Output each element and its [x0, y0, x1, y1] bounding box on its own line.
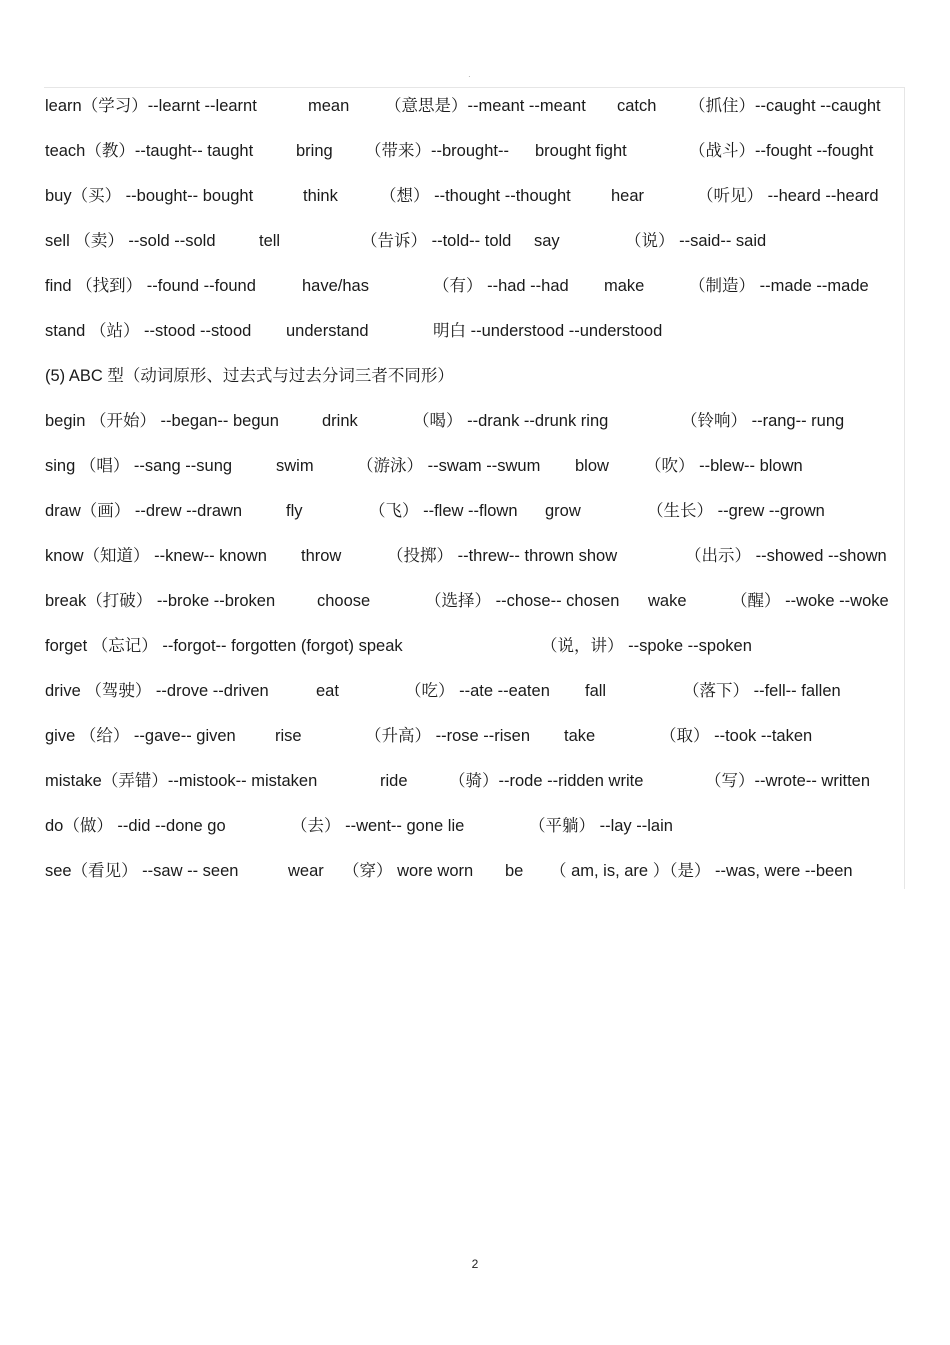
- verb-entry: （写）--wrote-- written: [705, 772, 871, 790]
- verb-entry: （落下） --fell-- fallen: [683, 682, 841, 700]
- verb-line: [45, 399, 905, 444]
- header-mark: ·: [468, 72, 471, 81]
- verb-entry: （喝） --drank --drunk ring: [413, 412, 609, 430]
- verb-line: [45, 84, 905, 129]
- verb-entry: fly: [286, 502, 303, 520]
- verb-entry: grow: [545, 502, 581, 520]
- verb-line: [45, 714, 905, 759]
- verb-entry: choose: [317, 592, 371, 610]
- verb-entry: see（看见） --saw -- seen: [45, 862, 239, 880]
- verb-line: [45, 624, 905, 669]
- verb-entry: （想） --thought --thought: [380, 187, 571, 205]
- verb-entry: draw（画） --drew --drawn: [45, 502, 243, 520]
- verb-entry: （穿） wore worn: [343, 862, 474, 880]
- verb-entry: take: [564, 727, 596, 745]
- verb-line: [45, 849, 905, 894]
- verb-entry: be: [505, 862, 524, 880]
- verb-entry: find （找到） --found --found: [45, 277, 256, 295]
- verb-line: [45, 534, 905, 579]
- verb-entry: （说） --said-- said: [625, 232, 767, 250]
- verb-entry: （吃） --ate --eaten: [405, 682, 550, 700]
- verb-entry: drive （驾驶） --drove --driven: [45, 682, 269, 700]
- verb-entry: sing （唱） --sang --sung: [45, 457, 233, 475]
- verb-line: [45, 264, 905, 309]
- verb-entry: （听见） --heard --heard: [697, 187, 879, 205]
- verb-entry: （选择） --chose-- chosen: [425, 592, 620, 610]
- verb-entry: wear: [288, 862, 324, 880]
- verb-line: [45, 489, 905, 534]
- verb-entry: （吹） --blew-- blown: [645, 457, 803, 475]
- verb-entry: 明白 --understood --understood: [433, 322, 663, 340]
- verb-entry: （游泳） --swam --swum: [357, 457, 541, 475]
- verb-entry: （ am, is, are ）（是） --was, were --been: [550, 862, 853, 880]
- verb-entry: forget （忘记） --forgot-- forgotten (forgot) speak: [45, 637, 403, 655]
- verb-entry: rise: [275, 727, 302, 745]
- verb-entry: learn（学习）--learnt --learnt: [45, 97, 257, 115]
- verb-entry: ride: [380, 772, 408, 790]
- verb-line: [45, 219, 905, 264]
- verb-line: [45, 174, 905, 219]
- verb-entry: （升高） --rose --risen: [365, 727, 531, 745]
- verb-entry: mean: [308, 97, 350, 115]
- verb-line: [45, 579, 905, 624]
- section-heading: (5) ABC 型（动词原形、过去式与过去分词三者不同形）: [45, 367, 454, 385]
- verb-entry: （去） --went-- gone lie: [291, 817, 465, 835]
- verb-line: [45, 669, 905, 714]
- verb-entry: drink: [322, 412, 358, 430]
- verb-entry: sell （卖） --sold --sold: [45, 232, 216, 250]
- verb-entry: mistake（弄错）--mistook-- mistaken: [45, 772, 318, 790]
- verb-entry: do（做） --did --done go: [45, 817, 226, 835]
- verb-entry: stand （站） --stood --stood: [45, 322, 252, 340]
- verb-entry: （生长） --grew --grown: [647, 502, 825, 520]
- verb-entry: bring: [296, 142, 333, 160]
- verb-entry: （投掷） --threw-- thrown show: [387, 547, 618, 565]
- verb-entry: begin （开始） --began-- begun: [45, 412, 279, 430]
- verb-line: [45, 759, 905, 804]
- verb-entry: buy（买） --bought-- bought: [45, 187, 254, 205]
- verb-entry: （骑）--rode --ridden write: [449, 772, 644, 790]
- verb-entry: think: [303, 187, 338, 205]
- verb-entry: blow: [575, 457, 609, 475]
- verb-entry: eat: [316, 682, 339, 700]
- verb-entry: make: [604, 277, 645, 295]
- verb-entry: throw: [301, 547, 342, 565]
- verb-entry: （飞） --flew --flown: [369, 502, 518, 520]
- verb-entry: （抓住）--caught --caught: [689, 97, 881, 115]
- page-number: 2: [471, 1257, 479, 1271]
- verb-entry: （取） --took --taken: [660, 727, 813, 745]
- verb-entry: （说，讲） --spoke --spoken: [541, 637, 752, 655]
- verb-entry: （制造） --made --made: [689, 277, 869, 295]
- verb-entry: （平躺） --lay --lain: [529, 817, 673, 835]
- verb-entry: have/has: [302, 277, 369, 295]
- verb-line: [45, 309, 905, 354]
- verb-entry: tell: [259, 232, 281, 250]
- verb-entry: know（知道） --knew-- known: [45, 547, 267, 565]
- verb-entry: teach（教）--taught-- taught: [45, 142, 254, 160]
- verb-entry: fall: [585, 682, 607, 700]
- verb-line: [45, 804, 905, 849]
- verb-line: [45, 129, 905, 174]
- verb-entry: （出示） --showed --shown: [685, 547, 887, 565]
- verb-entry: swim: [276, 457, 314, 475]
- verb-entry: break（打破） --broke --broken: [45, 592, 276, 610]
- verb-line: [45, 444, 905, 489]
- verb-entry: （有） --had --had: [433, 277, 569, 295]
- verb-entry: wake: [648, 592, 687, 610]
- verb-entry: say: [534, 232, 560, 250]
- verb-entry: brought fight: [535, 142, 627, 160]
- verb-entry: give （给） --gave-- given: [45, 727, 236, 745]
- verb-entry: hear: [611, 187, 645, 205]
- verb-entry: （告诉） --told-- told: [361, 232, 512, 250]
- verb-entry: （战斗）--fought --fought: [689, 142, 874, 160]
- verb-entry: （醒） --woke --woke: [731, 592, 889, 610]
- verb-table: [45, 84, 905, 894]
- verb-entry: （意思是）--meant --meant: [385, 97, 586, 115]
- verb-entry: （铃响） --rang-- rung: [681, 412, 845, 430]
- verb-entry: catch: [617, 97, 657, 115]
- verb-entry: （带来）--brought--: [365, 142, 509, 160]
- verb-entry: understand: [286, 322, 369, 340]
